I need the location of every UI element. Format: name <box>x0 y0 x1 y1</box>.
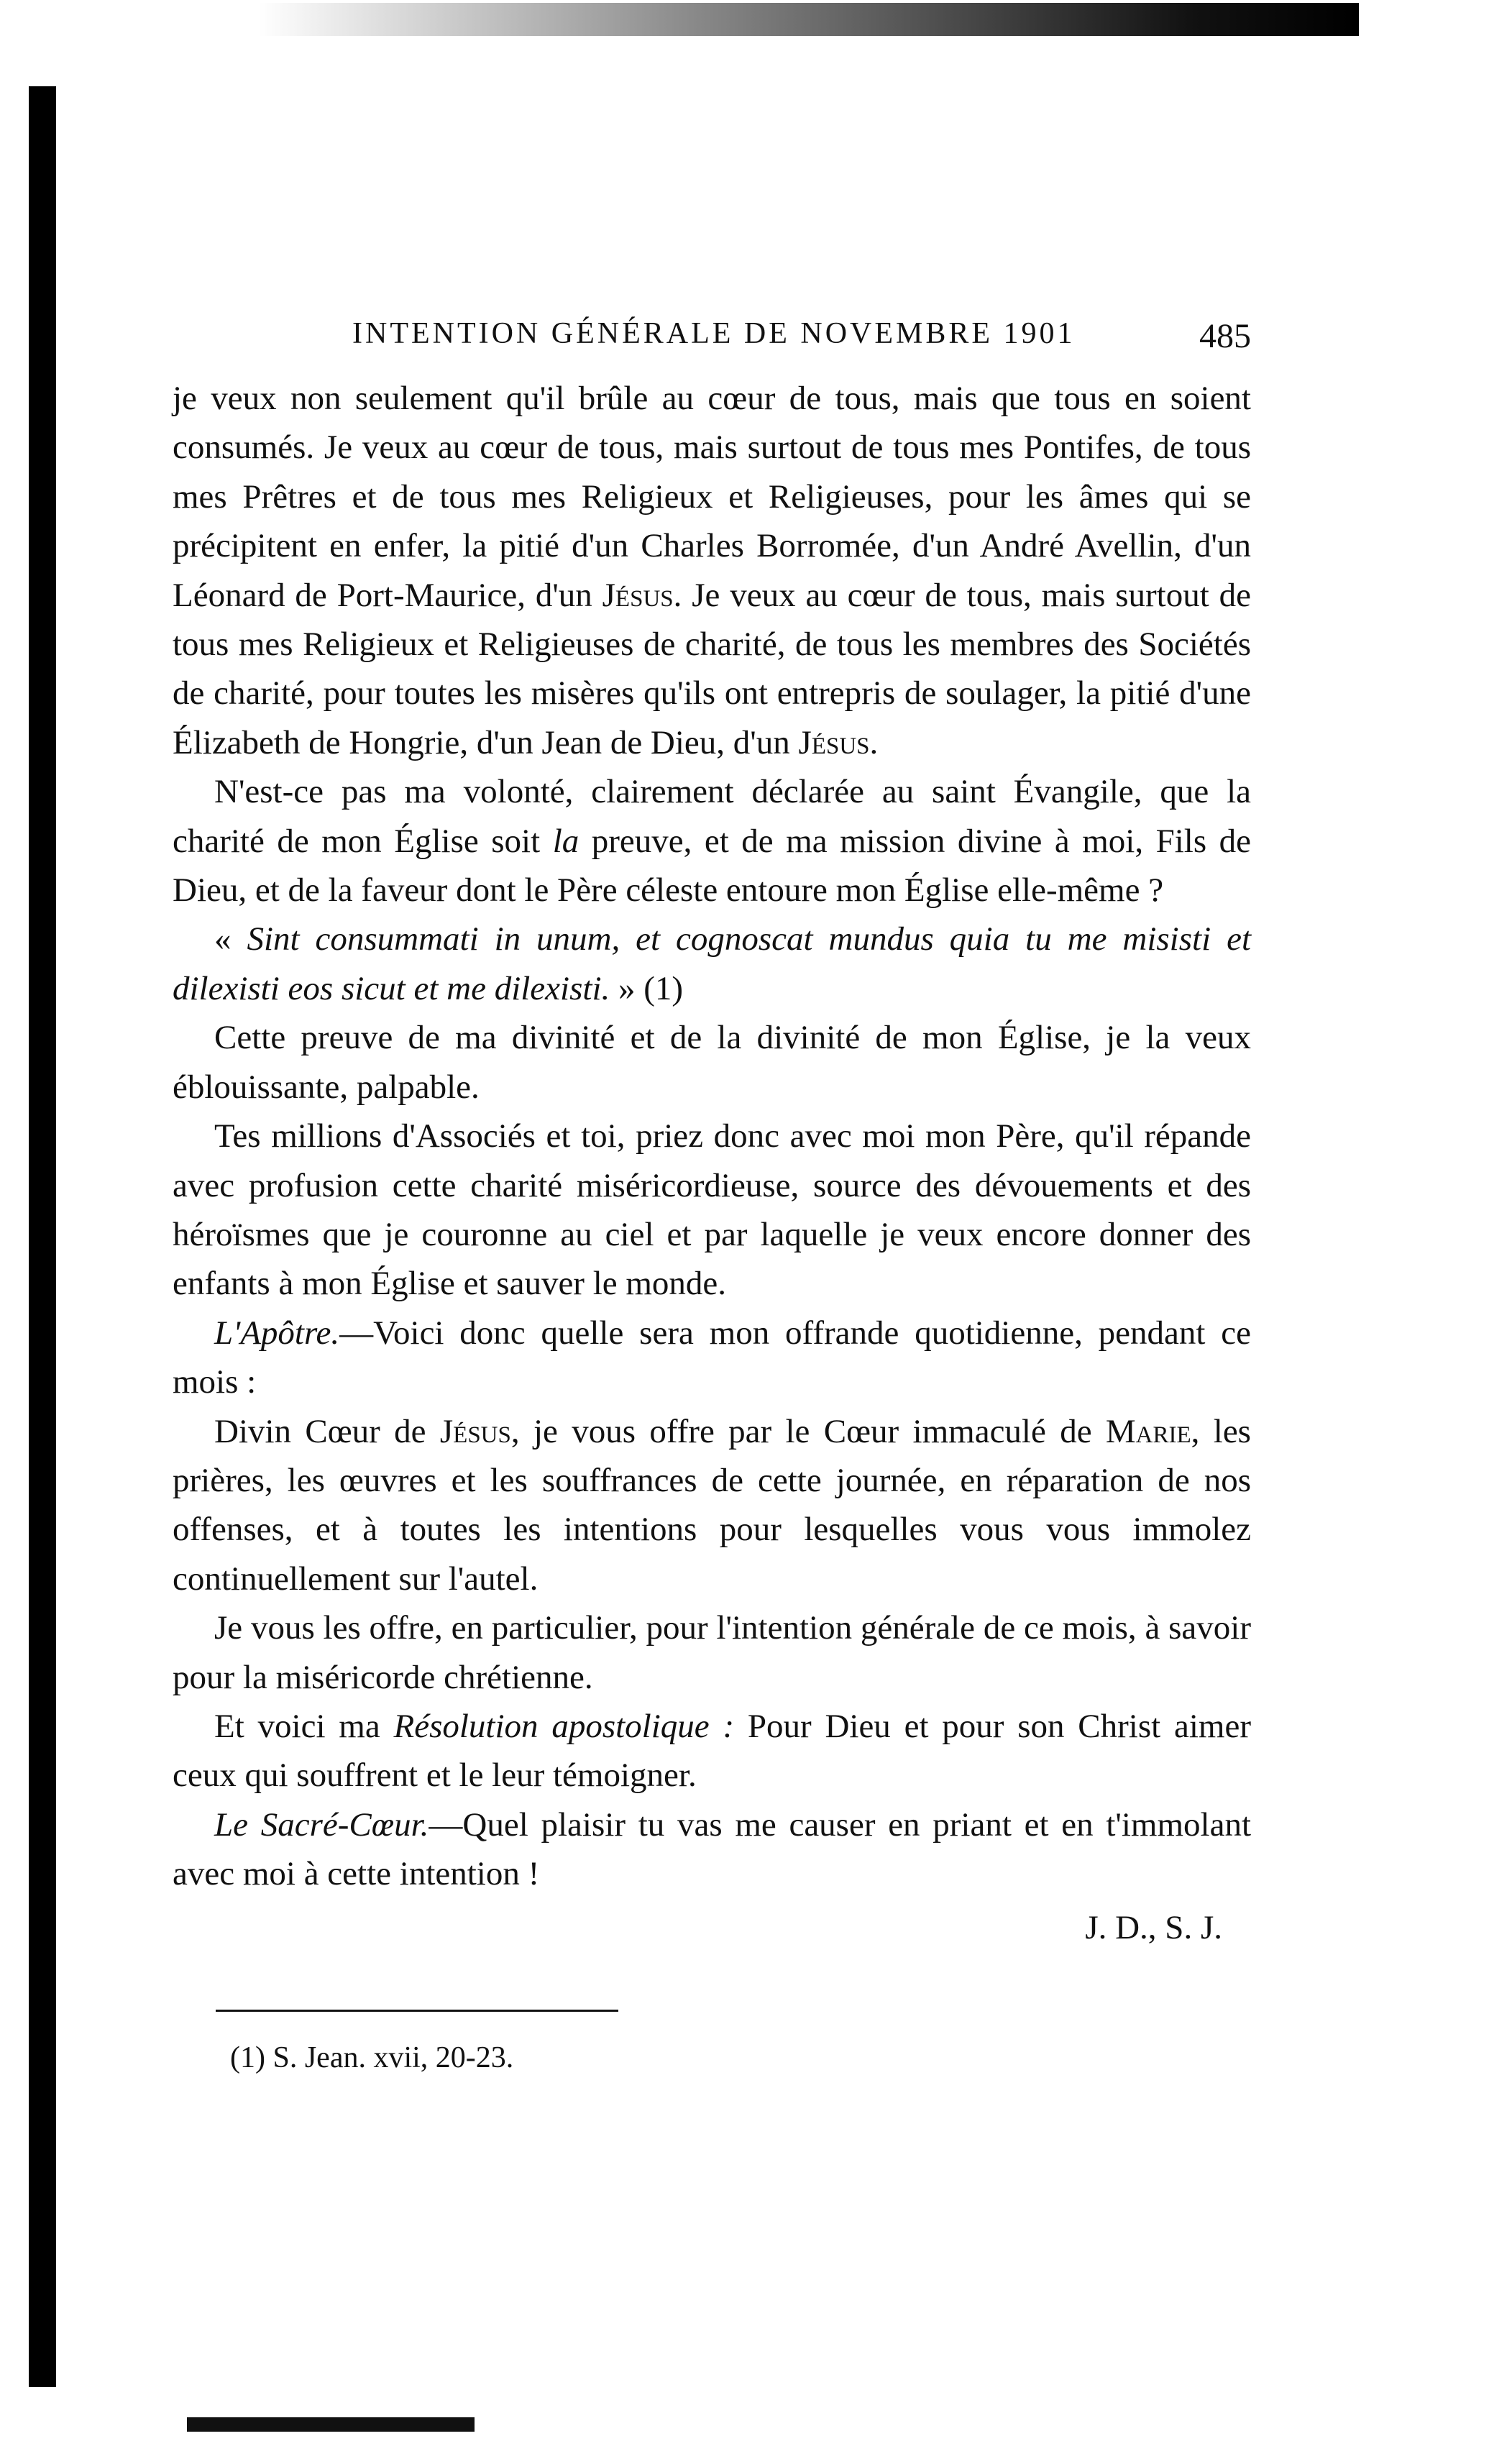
paragraph <box>173 1702 1251 1800</box>
running-head <box>173 309 1251 374</box>
body-text <box>173 374 1251 1899</box>
scan-edge-left <box>29 86 56 2387</box>
text-run: Le Sacré-Cœur. <box>214 1805 429 1844</box>
text-run: L'Apôtre. <box>214 1314 340 1352</box>
footnote: (1) S. Jean. xvii, 20-23. <box>230 2041 514 2074</box>
text-run: Jésus <box>798 723 870 761</box>
signature: J. D., S. J. <box>1085 1908 1222 1946</box>
text-run: N'est-ce pas ma volonté, clairement déclarée au saint Évangile, que la charité de mon Église soit <box>173 773 1251 860</box>
text-run: , les prières, les œuvres et les souffrances de cette journée, en réparation de nos offenses, et à toutes les intentions pour lesquelles vous vous immolez continuellement sur l'autel. <box>173 1412 1251 1598</box>
text-run: Jésus <box>439 1412 511 1450</box>
scan-edge-top <box>259 3 1359 36</box>
scan-edge-bottom <box>187 2417 475 2432</box>
text-run: —Quel plaisir tu vas me causer en priant et en t'immolant avec moi à cette intention ! <box>173 1805 1252 1893</box>
page-number: 485 <box>1199 317 1251 355</box>
text-run: preuve, et de ma mission divine à moi, Fils de Dieu, et de la faveur dont le Père céleste entoure mon Église elle-même ? <box>173 822 1251 910</box>
paragraph <box>173 1603 1251 1702</box>
paragraph <box>173 374 1251 767</box>
paragraph <box>173 1407 1251 1604</box>
text-run: Jésus <box>602 576 674 614</box>
paragraph <box>173 1013 1251 1112</box>
paragraph <box>173 1309 1251 1407</box>
paragraph <box>173 915 1251 1013</box>
footnote-rule <box>216 2010 618 2012</box>
text-run: « <box>214 920 247 958</box>
running-title: INTENTION GÉNÉRALE DE NOVEMBRE 1901 <box>352 317 1076 350</box>
text-run: Pour Dieu et pour son Christ aimer ceux qui souffrent et le leur témoigner. <box>173 1707 1251 1795</box>
text-run: Je vous les offre, en particulier, pour l'intention générale de ce mois, à savoir pour la miséricorde chrétienne. <box>173 1609 1251 1696</box>
text-run: Résolution apostolique : <box>393 1707 735 1745</box>
text-run: je veux non seulement qu'il brûle au cœur de tous, mais que tous en soient consumés. Je veux au cœur de tous, mais surtout de tous mes Pontifes, de tous mes Prêtres et de tous mes Religieux et Religieuses, pour les âmes qui se précipitent en enfer, la pitié d'un Charles Borromée, d'un André Avellin, d'un Léonard de Port-Maurice, d'un <box>173 380 1251 614</box>
text-run: » (1) <box>610 969 684 1007</box>
text-run: Marie <box>1105 1412 1191 1450</box>
text-run: —Voici donc quelle sera mon offrande quotidienne, pendant ce mois : <box>173 1314 1251 1401</box>
text-run: Divin Cœur de <box>214 1412 440 1450</box>
text-run: Cette preuve de ma divinité et de la divinité de mon Église, je la veux éblouissante, palpable. <box>173 1019 1251 1106</box>
paragraph <box>173 1800 1251 1899</box>
paragraph <box>173 767 1251 915</box>
text-run: . Je veux au cœur de tous, mais surtout de tous mes Religieux et Religieuses de charité, de tous les membres des Sociétés de charité, pour toutes les misères qu'ils ont entrepris de soulager, la pitié d'une Élizabeth de Hongrie, d'un Jean de Dieu, d'un <box>173 576 1251 761</box>
paragraph <box>173 1112 1251 1309</box>
text-run: , je vous offre par le Cœur immaculé de <box>510 1412 1106 1450</box>
text-run: Et voici ma <box>214 1707 394 1745</box>
text-run: . <box>869 723 879 761</box>
book-page <box>173 309 1251 2075</box>
text-run: la <box>552 822 579 860</box>
text-run: Sint consummati in unum, et cognoscat mundus quia tu me misisti et dilexisti eos sicut et me dilexisti. <box>173 920 1251 1007</box>
text-run: Tes millions d'Associés et toi, priez donc avec moi mon Père, qu'il répande avec profusion cette charité miséricordieuse, source des dévouements et des héroïsmes que je couronne au ciel et par laquelle je veux encore donner des enfants à mon Église et sauver le monde. <box>173 1117 1251 1303</box>
